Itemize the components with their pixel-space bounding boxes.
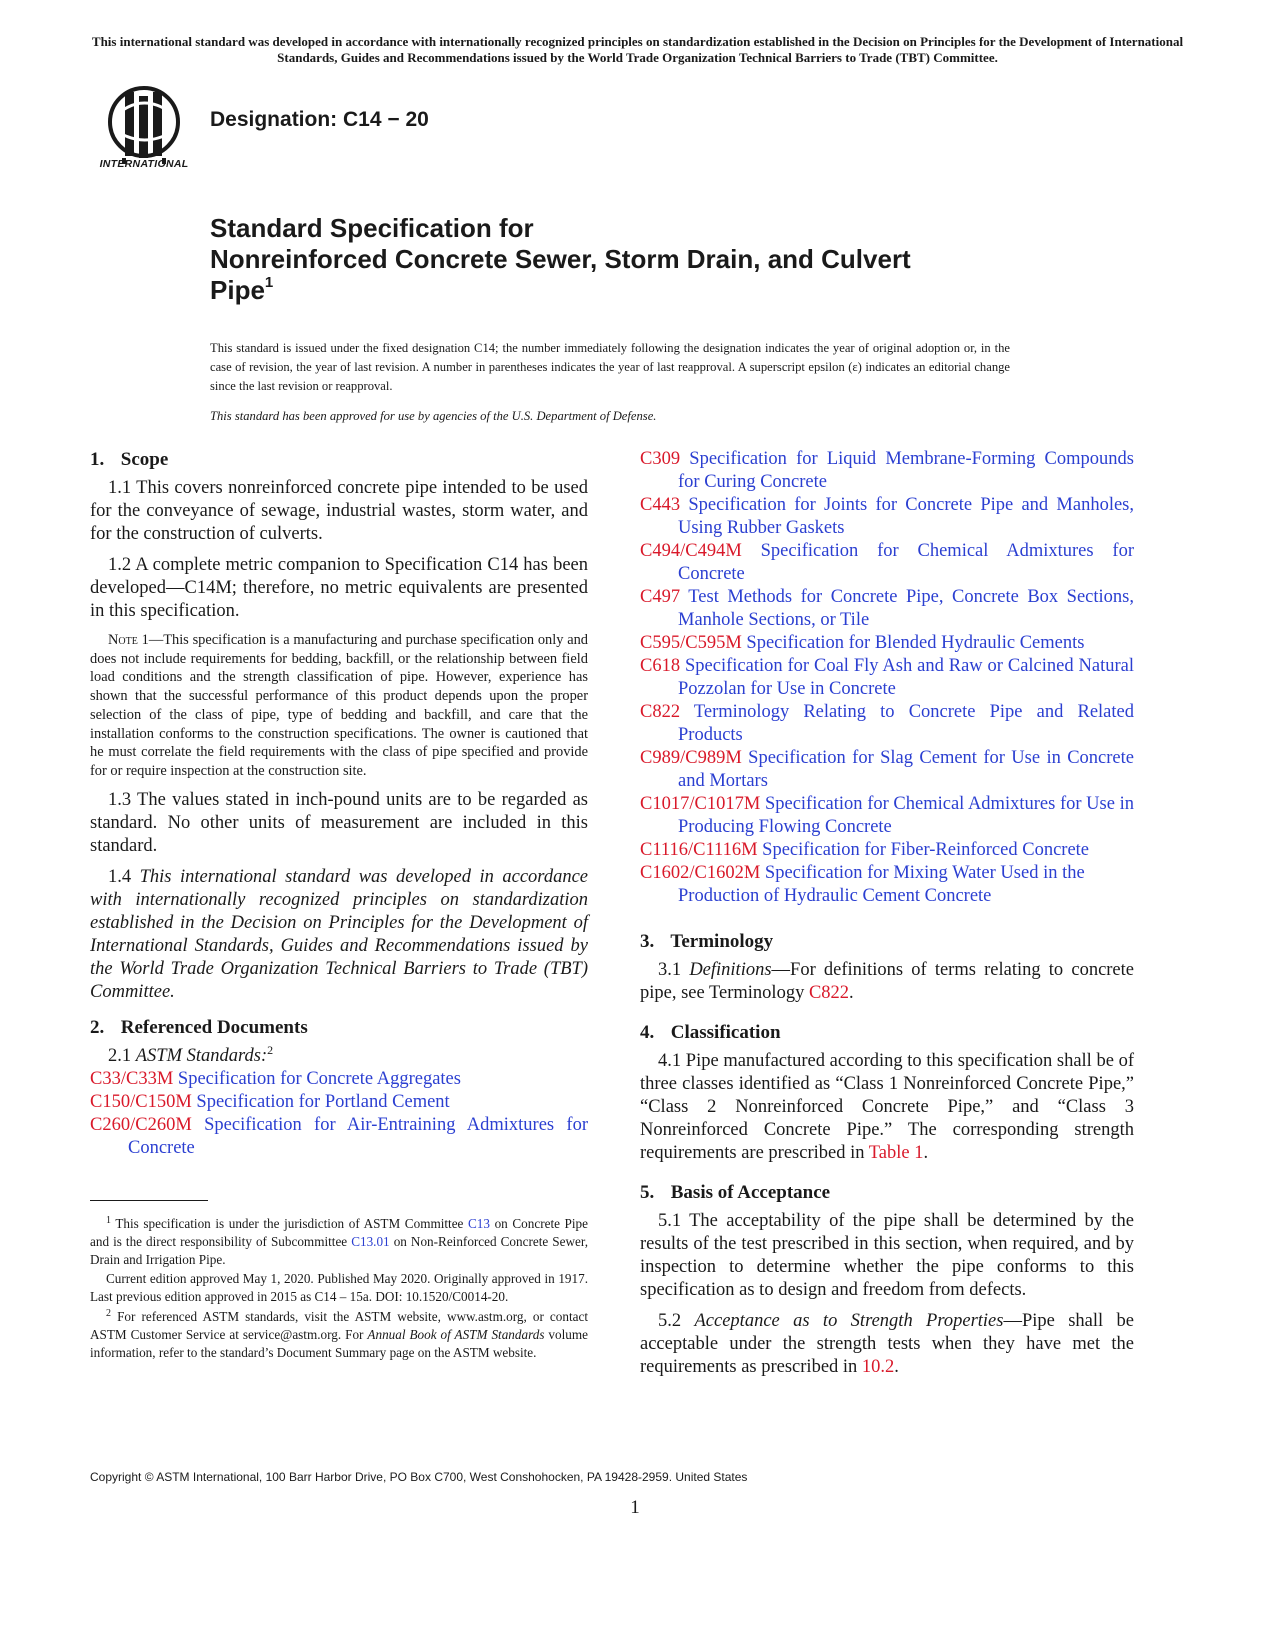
ref-item[interactable]: C595/C595M Specification for Blended Hydraulic Cements: [640, 633, 1085, 653]
footnote-1: $^1$ This specification is under the jurisdiction of ASTM Committee C13 on Concrete Pipe and is the direct responsibility of Subcommittee C13.01 on Non-Reinforced Concrete Sewer, Drain and Irrigation Pipe.: [90, 1215, 589, 1267]
subcommittee-link[interactable]: C13.01: [351, 1233, 390, 1249]
astm-logo: [92, 86, 196, 178]
section-1-heading: 1. Scope: [90, 449, 169, 470]
ref-item[interactable]: C33/C33M Specification for Concrete Aggregates: [90, 1068, 461, 1089]
document-title: [210, 213, 1110, 306]
ref-item[interactable]: C1116/C1116M Specification for Fiber-Reinforced Concrete: [640, 840, 1090, 860]
ref-item[interactable]: C260/C260M Specification for Air-Entraining Admixtures for Concrete: [90, 1114, 588, 1158]
ref-item[interactable]: C1602/C1602M Specification for Mixing Water Used in the Production of Hydraulic Cement Concrete: [640, 863, 1085, 906]
top-notice: This international standard was developed in accordance with internationally recognized principles on standardization established in the Decision on Principles for the Development of International Standards, Guides and Recommendations issued by the World Trade Organization Technical Barriers to Trade (TBT) Committee.: [91, 34, 1184, 65]
title-line-1: Standard Specification for: [210, 213, 534, 243]
section-4-heading: 4. Classification: [640, 1022, 781, 1043]
issuance-statement: This standard is issued under the fixed designation C14; the number immediately following the designation indicates the year of original adoption or, in the case of revision, the year of last revision. A number in parentheses indicates the year of last reapproval. A superscript epsilon (ε) indicates an editorial change since the last revision or reapproval.: [210, 341, 1010, 393]
right-column: [640, 448, 1134, 1387]
ref-item[interactable]: C497 Test Methods for Concrete Pipe, Concrete Box Sections, Manhole Sections, or Tile: [640, 587, 1134, 630]
ref-item[interactable]: C309 Specification for Liquid Membrane-Forming Compounds for Curing Concrete: [640, 449, 1134, 492]
committee-link[interactable]: C13: [468, 1216, 490, 1231]
copyright-notice: Copyright © ASTM International, 100 Barr Harbor Drive, PO Box C700, West Conshohocken, PA 19428-2959. United States: [90, 1470, 748, 1484]
ref-item[interactable]: C494/C494M Specification for Chemical Admixtures for Concrete: [640, 541, 1134, 584]
section-2-heading: 2. Referenced Documents: [90, 1016, 308, 1038]
paragraph-1-3: 1.3 The values stated in inch-pound units are to be regarded as standard. No other units of measurement are included in this standard.: [90, 789, 588, 856]
ref-item[interactable]: C822 Terminology Relating to Concrete Pipe and Related Products: [640, 702, 1134, 745]
logo-wordmark: INTERNATIONAL: [99, 158, 189, 170]
paragraph-5-1: 5.1 The acceptability of the pipe shall be determined by the results of the test prescribed in this section, when required, and by inspection to determine whether the pipe conforms to this specification as to design and freedom from defects.: [640, 1211, 1134, 1300]
c822-link[interactable]: C822: [808, 983, 850, 1003]
paragraph-5-2: 5.2 Acceptance as to Strength Properties—Pipe shall be acceptable under the strength tests when they have met the requirements as prescribed in 10.2.: [640, 1311, 1134, 1377]
footnote-2: $^2$ For referenced ASTM standards, visit the ASTM website, www.astm.org, or contact ASTM Customer Service at service@astm.org. For Annual Book of ASTM Standards volume information, refer to the standard’s Document Summary page on the ASTM website.: [90, 1307, 588, 1360]
ref-item[interactable]: C150/C150M Specification for Portland Cement: [90, 1091, 450, 1112]
paragraph-1-4: 1.4 This international standard was developed in accordance with internationally recognized principles on standardization established in the Decision on Principles for the Development of International Standards, Guides and Recommendations issued by the World Trade Organization Technical Barriers to Trade (TBT) Committee.: [90, 866, 588, 1002]
table-1-link[interactable]: Table 1: [868, 1143, 924, 1163]
ref-item[interactable]: C989/C989M Specification for Slag Cement for Use in Concrete and Mortars: [640, 748, 1134, 791]
paragraph-1-1: 1.1 This covers nonreinforced concrete pipe intended to be used for the conveyance of sewage, industrial wastes, storm water, and for the construction of culverts.: [90, 478, 588, 544]
footnote-1-edition: Current edition approved May 1, 2020. Published May 2020. Originally approved in 1917. Last previous edition approved in 2015 as C14 – 15a. DOI: 10.1520/C0014-20.: [90, 1271, 588, 1305]
ref-item[interactable]: C1017/C1017M Specification for Chemical Admixtures for Use in Producing Flowing Concrete: [640, 794, 1134, 837]
title-line-2: Nonreinforced Concrete Sewer, Storm Drain, and Culvert: [210, 244, 911, 274]
astm-standards-intro: 2.1 ASTM Standards:$^2$: [108, 1042, 274, 1066]
left-column: [90, 448, 588, 1160]
dod-approval: This standard has been approved for use by agencies of the U.S. Department of Defense.: [210, 409, 657, 423]
paragraph-4-1: 4.1 Pipe manufactured according to this specification shall be of three classes identified as “Class 1 Nonreinforced Concrete Pipe,” “Class 2 Nonreinforced Concrete Pipe,” and “Class 3 Nonreinforced Concrete Pipe.” The corresponding strength requirements are prescribed in Table 1.: [640, 1051, 1134, 1163]
ref-item[interactable]: C443 Specification for Joints for Concrete Pipe and Manholes, Using Rubber Gaskets: [640, 495, 1135, 538]
page-number: 1: [630, 1497, 640, 1518]
title-footnote-mark: 1: [264, 274, 274, 291]
section-5-heading: 5. Basis of Acceptance: [640, 1182, 831, 1203]
paragraph-3-1: 3.1 Definitions—For definitions of terms relating to concrete pipe, see Terminology C822.: [640, 960, 1134, 1003]
footnotes: [90, 1215, 588, 1363]
footnote-divider: [90, 1200, 208, 1201]
designation: Designation: C14 − 20: [210, 108, 429, 131]
section-3-heading: 3. Terminology: [640, 931, 774, 952]
note-1: Note 1—This specification is a manufacturing and purchase specification only and does not include requirements for bedding, backfill, or the relationship between field load conditions and the strength classification of pipe. However, experience has shown that the successful performance of this product depends upon the proper selection of the class of pipe, type of bedding and backfill, and care that the installation conforms to the construction specifications. The owner is cautioned that he must correlate the field requirements with the class of pipe specified and provide for or require inspection at the construction site.: [90, 632, 589, 779]
ref-item[interactable]: C618 Specification for Coal Fly Ash and Raw or Calcined Natural Pozzolan for Use in Concrete: [640, 656, 1134, 699]
footnote-2-mark: 2: [267, 1042, 274, 1057]
paragraph-1-2: 1.2 A complete metric companion to Specification C14 has been developed—C14M; therefore, no metric equivalents are presented in this specification.: [90, 555, 588, 621]
title-line-3: Pipe$^1$: [210, 274, 274, 305]
section-10-2-link[interactable]: 10.2: [861, 1357, 895, 1377]
